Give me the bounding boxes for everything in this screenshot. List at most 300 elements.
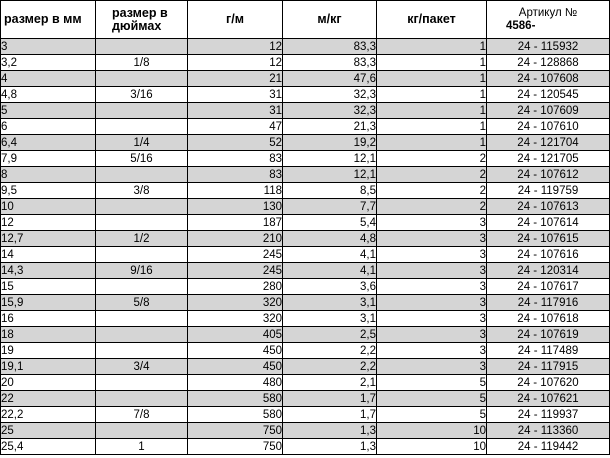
cell-article-number — [487, 231, 610, 247]
cell-article-number — [487, 87, 610, 103]
cell-grams-per-meter-text: 31 — [269, 88, 282, 101]
cell-size-inch — [96, 439, 188, 455]
cell-kg-per-pack-text: 1 — [479, 136, 486, 149]
cell-size-mm-text: 19,1 — [1, 360, 24, 373]
cell-size-inch-text: 1/4 — [133, 136, 150, 149]
cell-meters-per-kg-text: 2,5 — [360, 328, 376, 341]
cell-kg-per-pack-text: 3 — [479, 344, 486, 357]
cell-article-number-text: 24 - 107617 — [517, 280, 579, 293]
cell-article-number — [487, 391, 610, 407]
cell-grams-per-meter — [188, 375, 283, 391]
cell-meters-per-kg-text: 32,3 — [353, 104, 376, 117]
header-article-prefix: 4586- — [506, 19, 536, 32]
cell-size-mm-text: 20 — [1, 376, 14, 389]
cell-size-inch — [96, 327, 188, 343]
table-row — [1, 183, 610, 199]
cell-size-inch — [96, 183, 188, 199]
cell-kg-per-pack — [377, 183, 487, 199]
cell-kg-per-pack-text: 1 — [479, 88, 486, 101]
cell-kg-per-pack-text: 2 — [479, 152, 486, 165]
cell-kg-per-pack — [377, 391, 487, 407]
cell-grams-per-meter-text: 130 — [262, 200, 282, 213]
cell-size-mm-text: 7,9 — [1, 152, 17, 165]
cell-size-mm — [1, 199, 96, 215]
cell-grams-per-meter-text: 118 — [263, 184, 282, 197]
table-body — [1, 39, 610, 455]
cell-article-number — [487, 247, 610, 263]
cell-size-mm — [1, 135, 96, 151]
table-row — [1, 215, 610, 231]
cell-kg-per-pack — [377, 295, 487, 311]
cell-meters-per-kg-text: 3,6 — [360, 280, 376, 293]
cell-article-number-text: 24 - 107615 — [517, 232, 579, 245]
cell-kg-per-pack — [377, 215, 487, 231]
cell-size-mm — [1, 87, 96, 103]
cell-meters-per-kg-text: 2,2 — [360, 344, 376, 357]
table-row — [1, 103, 610, 119]
cell-kg-per-pack — [377, 87, 487, 103]
cell-meters-per-kg — [283, 231, 377, 247]
cell-size-inch — [96, 71, 188, 87]
cell-article-number-text: 24 - 119759 — [517, 184, 579, 197]
cell-size-mm-text: 4,8 — [1, 88, 17, 101]
cell-article-number — [487, 263, 610, 279]
cell-size-mm — [1, 247, 96, 263]
cell-kg-per-pack — [377, 199, 487, 215]
cell-size-mm — [1, 151, 96, 167]
cell-meters-per-kg — [283, 407, 377, 423]
cell-kg-per-pack — [377, 439, 487, 455]
cell-meters-per-kg — [283, 119, 377, 135]
cell-meters-per-kg-text: 21,3 — [353, 120, 376, 133]
header-size-inch: размер в дюймах — [96, 1, 188, 39]
cell-size-inch-text: 1/2 — [133, 232, 150, 245]
cell-article-number-text: 24 - 107613 — [517, 200, 579, 213]
cell-article-number-text: 24 - 107616 — [517, 248, 579, 261]
cell-article-number — [487, 439, 610, 455]
cell-article-number-text: 24 - 119442 — [517, 440, 579, 453]
cell-meters-per-kg — [283, 55, 377, 71]
cell-grams-per-meter — [188, 119, 283, 135]
cell-kg-per-pack-text: 3 — [479, 328, 486, 341]
table-row — [1, 247, 610, 263]
cell-article-number-text: 24 - 107609 — [517, 104, 579, 117]
cell-meters-per-kg-text: 7,7 — [360, 200, 376, 213]
cell-meters-per-kg — [283, 359, 377, 375]
cell-size-mm — [1, 391, 96, 407]
cell-meters-per-kg-text: 4,1 — [360, 264, 376, 277]
cell-article-number-text: 24 - 107610 — [517, 120, 579, 133]
cell-size-inch — [96, 167, 188, 183]
cell-size-mm-text: 4 — [1, 72, 8, 85]
cell-kg-per-pack-text: 3 — [479, 264, 486, 277]
cell-article-number-text: 24 - 121704 — [517, 136, 579, 149]
cell-meters-per-kg-text: 3,1 — [360, 312, 376, 325]
cell-article-number-text: 24 - 115932 — [517, 40, 579, 53]
cell-article-number — [487, 151, 610, 167]
cell-size-mm — [1, 327, 96, 343]
cell-meters-per-kg — [283, 423, 377, 439]
cell-kg-per-pack-text: 1 — [479, 120, 486, 133]
table-row — [1, 327, 610, 343]
cell-meters-per-kg — [283, 327, 377, 343]
cell-meters-per-kg — [283, 167, 377, 183]
cell-meters-per-kg — [283, 439, 377, 455]
cell-kg-per-pack-text: 1 — [479, 72, 486, 85]
cell-size-inch — [96, 391, 188, 407]
cell-article-number — [487, 183, 610, 199]
cell-size-mm — [1, 183, 96, 199]
cell-kg-per-pack — [377, 55, 487, 71]
cell-kg-per-pack-text: 5 — [479, 408, 486, 421]
cell-grams-per-meter — [188, 231, 283, 247]
cell-grams-per-meter-text: 750 — [262, 440, 282, 453]
cell-meters-per-kg — [283, 135, 377, 151]
cell-article-number-text: 24 - 107620 — [517, 376, 579, 389]
cell-grams-per-meter-text: 83 — [269, 168, 282, 181]
table-row — [1, 135, 610, 151]
cell-article-number-text: 24 - 117915 — [517, 360, 579, 373]
cell-grams-per-meter-text: 12 — [269, 56, 282, 69]
cell-size-mm — [1, 55, 96, 71]
cell-size-inch — [96, 231, 188, 247]
cell-kg-per-pack-text: 1 — [479, 104, 486, 117]
cell-article-number-text: 24 - 117916 — [517, 296, 579, 309]
cell-size-inch — [96, 423, 188, 439]
cell-article-number-text: 24 - 107612 — [517, 168, 579, 181]
cell-grams-per-meter-text: 21 — [269, 72, 282, 85]
cell-grams-per-meter-text: 83 — [269, 152, 282, 165]
cell-meters-per-kg-text: 4,8 — [360, 232, 376, 245]
cell-kg-per-pack — [377, 423, 487, 439]
cell-meters-per-kg-text: 12,1 — [353, 152, 376, 165]
table-row — [1, 375, 610, 391]
cell-article-number — [487, 375, 610, 391]
table-row — [1, 199, 610, 215]
cell-size-mm — [1, 359, 96, 375]
cell-kg-per-pack-text: 3 — [479, 216, 486, 229]
cell-size-mm-text: 16 — [1, 312, 14, 325]
header-row — [1, 1, 610, 39]
cell-kg-per-pack-text: 3 — [479, 360, 486, 373]
cell-meters-per-kg-text: 5,4 — [360, 216, 376, 229]
cell-grams-per-meter-text: 245 — [262, 264, 282, 277]
cell-kg-per-pack — [377, 263, 487, 279]
cell-article-number — [487, 279, 610, 295]
cell-kg-per-pack — [377, 279, 487, 295]
cell-size-inch — [96, 119, 188, 135]
cell-meters-per-kg-text: 47,6 — [353, 72, 376, 85]
cell-kg-per-pack-text: 5 — [479, 376, 486, 389]
cell-meters-per-kg-text: 2,2 — [360, 360, 376, 373]
cell-size-mm-text: 25 — [1, 424, 14, 437]
table-row — [1, 279, 610, 295]
cell-grams-per-meter — [188, 263, 283, 279]
cell-size-mm-text: 6 — [1, 120, 8, 133]
cell-size-inch — [96, 263, 188, 279]
cell-article-number — [487, 39, 610, 55]
cell-size-inch — [96, 135, 188, 151]
cell-kg-per-pack — [377, 407, 487, 423]
cell-size-mm — [1, 215, 96, 231]
cell-meters-per-kg — [283, 215, 377, 231]
cell-grams-per-meter-text: 580 — [262, 408, 282, 421]
cell-meters-per-kg — [283, 375, 377, 391]
cell-kg-per-pack — [377, 375, 487, 391]
cell-kg-per-pack — [377, 39, 487, 55]
cell-article-number — [487, 103, 610, 119]
cell-kg-per-pack — [377, 311, 487, 327]
cell-size-inch — [96, 359, 188, 375]
cell-grams-per-meter — [188, 151, 283, 167]
cell-size-inch-text: 3/8 — [133, 184, 150, 197]
cell-size-inch-text: 1/8 — [133, 56, 150, 69]
header-kg-per-pack: кг/пакет — [377, 1, 487, 39]
cell-meters-per-kg-text: 1,3 — [360, 424, 376, 437]
cell-article-number — [487, 407, 610, 423]
cell-meters-per-kg-text: 8,5 — [360, 184, 376, 197]
header-size-mm: размер в мм — [1, 1, 96, 39]
cell-grams-per-meter — [188, 247, 283, 263]
cell-meters-per-kg — [283, 343, 377, 359]
cell-size-mm — [1, 423, 96, 439]
cell-meters-per-kg — [283, 391, 377, 407]
cell-size-inch — [96, 103, 188, 119]
table-row — [1, 71, 610, 87]
cell-article-number-text: 24 - 107621 — [517, 392, 579, 405]
cell-meters-per-kg — [283, 263, 377, 279]
cell-size-mm — [1, 167, 96, 183]
cell-size-mm-text: 9,5 — [1, 184, 17, 197]
cell-kg-per-pack-text: 3 — [479, 280, 486, 293]
cell-meters-per-kg — [283, 279, 377, 295]
cell-grams-per-meter — [188, 423, 283, 439]
cell-article-number-text: 24 - 128868 — [517, 56, 579, 69]
cell-size-mm-text: 3,2 — [1, 56, 17, 69]
table-row — [1, 423, 610, 439]
cell-grams-per-meter — [188, 183, 283, 199]
cell-size-inch — [96, 375, 188, 391]
cell-size-inch-text: 5/8 — [133, 296, 150, 309]
cell-kg-per-pack-text: 2 — [479, 200, 486, 213]
cell-article-number-text: 24 - 107618 — [517, 312, 579, 325]
cell-article-number-text: 24 - 107619 — [517, 328, 579, 341]
cell-meters-per-kg-text: 32,3 — [353, 88, 376, 101]
cell-grams-per-meter-text: 320 — [262, 312, 282, 325]
cell-meters-per-kg-text: 1,3 — [360, 440, 376, 453]
cell-size-mm — [1, 279, 96, 295]
cell-article-number — [487, 199, 610, 215]
cell-size-mm-text: 18 — [1, 328, 14, 341]
cell-grams-per-meter — [188, 439, 283, 455]
cell-size-mm-text: 19 — [1, 344, 14, 357]
cell-size-inch — [96, 311, 188, 327]
cell-size-mm-text: 6,4 — [1, 136, 17, 149]
cell-size-inch-text: 3/16 — [130, 88, 153, 101]
header-grams-per-meter: г/м — [188, 1, 283, 39]
cell-size-inch-text: 3/4 — [133, 360, 150, 373]
cell-grams-per-meter — [188, 71, 283, 87]
cell-size-mm — [1, 263, 96, 279]
cell-size-inch — [96, 55, 188, 71]
cell-size-mm-text: 14 — [1, 248, 14, 261]
cell-article-number-text: 24 - 107608 — [517, 72, 579, 85]
cell-grams-per-meter-text: 52 — [269, 136, 282, 149]
cell-meters-per-kg — [283, 311, 377, 327]
cell-kg-per-pack — [377, 135, 487, 151]
cell-size-mm-text: 5 — [1, 104, 8, 117]
table-row — [1, 391, 610, 407]
header-article-label: Артикул № — [518, 6, 578, 19]
cell-size-inch — [96, 247, 188, 263]
cell-article-number-text: 24 - 117489 — [517, 344, 579, 357]
cell-grams-per-meter — [188, 55, 283, 71]
cell-grams-per-meter — [188, 103, 283, 119]
cell-size-mm-text: 14,3 — [1, 264, 24, 277]
cell-article-number — [487, 71, 610, 87]
cell-grams-per-meter — [188, 279, 283, 295]
cell-kg-per-pack — [377, 167, 487, 183]
cell-kg-per-pack-text: 10 — [473, 424, 486, 437]
table-row — [1, 55, 610, 71]
cell-size-mm-text: 8 — [1, 168, 8, 181]
cell-meters-per-kg-text: 2,1 — [360, 376, 376, 389]
cell-article-number — [487, 167, 610, 183]
cell-kg-per-pack — [377, 71, 487, 87]
table-row — [1, 231, 610, 247]
cell-size-inch — [96, 87, 188, 103]
cell-kg-per-pack-text: 2 — [479, 168, 486, 181]
cell-article-number — [487, 327, 610, 343]
cell-article-number — [487, 359, 610, 375]
cell-article-number — [487, 343, 610, 359]
cell-meters-per-kg — [283, 71, 377, 87]
cell-kg-per-pack-text: 3 — [479, 248, 486, 261]
cell-kg-per-pack — [377, 151, 487, 167]
cell-size-inch — [96, 39, 188, 55]
cell-grams-per-meter-text: 405 — [262, 328, 282, 341]
cell-size-mm-text: 3 — [1, 40, 8, 53]
cell-size-mm — [1, 295, 96, 311]
header-meters-per-kg: м/кг — [283, 1, 377, 39]
cell-size-mm — [1, 231, 96, 247]
cell-size-mm — [1, 375, 96, 391]
cell-grams-per-meter-text: 187 — [262, 216, 282, 229]
cell-article-number — [487, 215, 610, 231]
cell-size-inch — [96, 295, 188, 311]
cell-meters-per-kg-text: 1,7 — [360, 392, 376, 405]
cell-kg-per-pack — [377, 343, 487, 359]
table-row — [1, 311, 610, 327]
cell-kg-per-pack — [377, 327, 487, 343]
cell-size-inch-text: 9/16 — [130, 264, 153, 277]
cell-size-mm — [1, 311, 96, 327]
cell-meters-per-kg — [283, 295, 377, 311]
cell-grams-per-meter-text: 320 — [262, 296, 282, 309]
cell-article-number-text: 24 - 120545 — [517, 88, 579, 101]
cell-size-mm — [1, 71, 96, 87]
cell-grams-per-meter-text: 450 — [262, 344, 282, 357]
cell-kg-per-pack-text: 1 — [479, 56, 486, 69]
cell-article-number-text: 24 - 107614 — [517, 216, 579, 229]
cell-grams-per-meter-text: 450 — [262, 360, 282, 373]
cell-article-number-text: 24 - 113360 — [517, 424, 579, 437]
cell-grams-per-meter-text: 31 — [269, 104, 282, 117]
cell-size-mm-text: 22,2 — [1, 408, 24, 421]
cell-size-mm-text: 25,4 — [1, 440, 24, 453]
cell-grams-per-meter — [188, 295, 283, 311]
table-row — [1, 263, 610, 279]
cell-meters-per-kg-text: 3,1 — [360, 296, 376, 309]
cell-size-mm — [1, 343, 96, 359]
table-row — [1, 407, 610, 423]
cell-grams-per-meter — [188, 199, 283, 215]
table-row — [1, 119, 610, 135]
cell-kg-per-pack-text: 1 — [479, 40, 486, 53]
header-article — [487, 1, 610, 39]
table-row — [1, 343, 610, 359]
cell-article-number-text: 24 - 119937 — [517, 408, 579, 421]
cell-grams-per-meter — [188, 343, 283, 359]
cell-grams-per-meter — [188, 311, 283, 327]
cell-size-mm — [1, 439, 96, 455]
cell-meters-per-kg — [283, 39, 377, 55]
cell-article-number — [487, 55, 610, 71]
cell-grams-per-meter — [188, 359, 283, 375]
cell-article-number-text: 24 - 121705 — [517, 152, 579, 165]
cell-grams-per-meter — [188, 215, 283, 231]
cell-size-mm — [1, 407, 96, 423]
cell-grams-per-meter — [188, 391, 283, 407]
cell-article-number — [487, 135, 610, 151]
cell-size-mm-text: 15 — [1, 280, 14, 293]
cell-grams-per-meter-text: 280 — [262, 280, 282, 293]
cell-size-inch-text: 1 — [138, 440, 145, 453]
cell-kg-per-pack-text: 3 — [479, 296, 486, 309]
cell-kg-per-pack — [377, 359, 487, 375]
cell-grams-per-meter-text: 480 — [262, 376, 282, 389]
cell-grams-per-meter-text: 245 — [262, 248, 282, 261]
cell-kg-per-pack-text: 10 — [473, 440, 486, 453]
table-row — [1, 87, 610, 103]
cell-grams-per-meter — [188, 407, 283, 423]
cell-size-inch-text: 7/8 — [133, 408, 150, 421]
cell-meters-per-kg — [283, 199, 377, 215]
cell-meters-per-kg — [283, 151, 377, 167]
table-header — [1, 1, 610, 39]
cell-size-inch — [96, 343, 188, 359]
cell-meters-per-kg-text: 12,1 — [353, 168, 376, 181]
cell-grams-per-meter-text: 750 — [262, 424, 282, 437]
cell-article-number-text: 24 - 120314 — [517, 264, 579, 277]
cell-grams-per-meter — [188, 39, 283, 55]
table-row — [1, 39, 610, 55]
cell-kg-per-pack — [377, 247, 487, 263]
cell-article-number — [487, 295, 610, 311]
table-row — [1, 439, 610, 455]
cell-size-inch — [96, 215, 188, 231]
cell-meters-per-kg — [283, 103, 377, 119]
cell-size-mm — [1, 119, 96, 135]
cell-grams-per-meter — [188, 135, 283, 151]
cell-grams-per-meter-text: 47 — [269, 120, 282, 133]
cell-grams-per-meter — [188, 327, 283, 343]
cell-meters-per-kg-text: 1,7 — [360, 408, 376, 421]
cell-grams-per-meter — [188, 167, 283, 183]
cell-kg-per-pack-text: 5 — [479, 392, 486, 405]
table-row — [1, 295, 610, 311]
table-row — [1, 359, 610, 375]
